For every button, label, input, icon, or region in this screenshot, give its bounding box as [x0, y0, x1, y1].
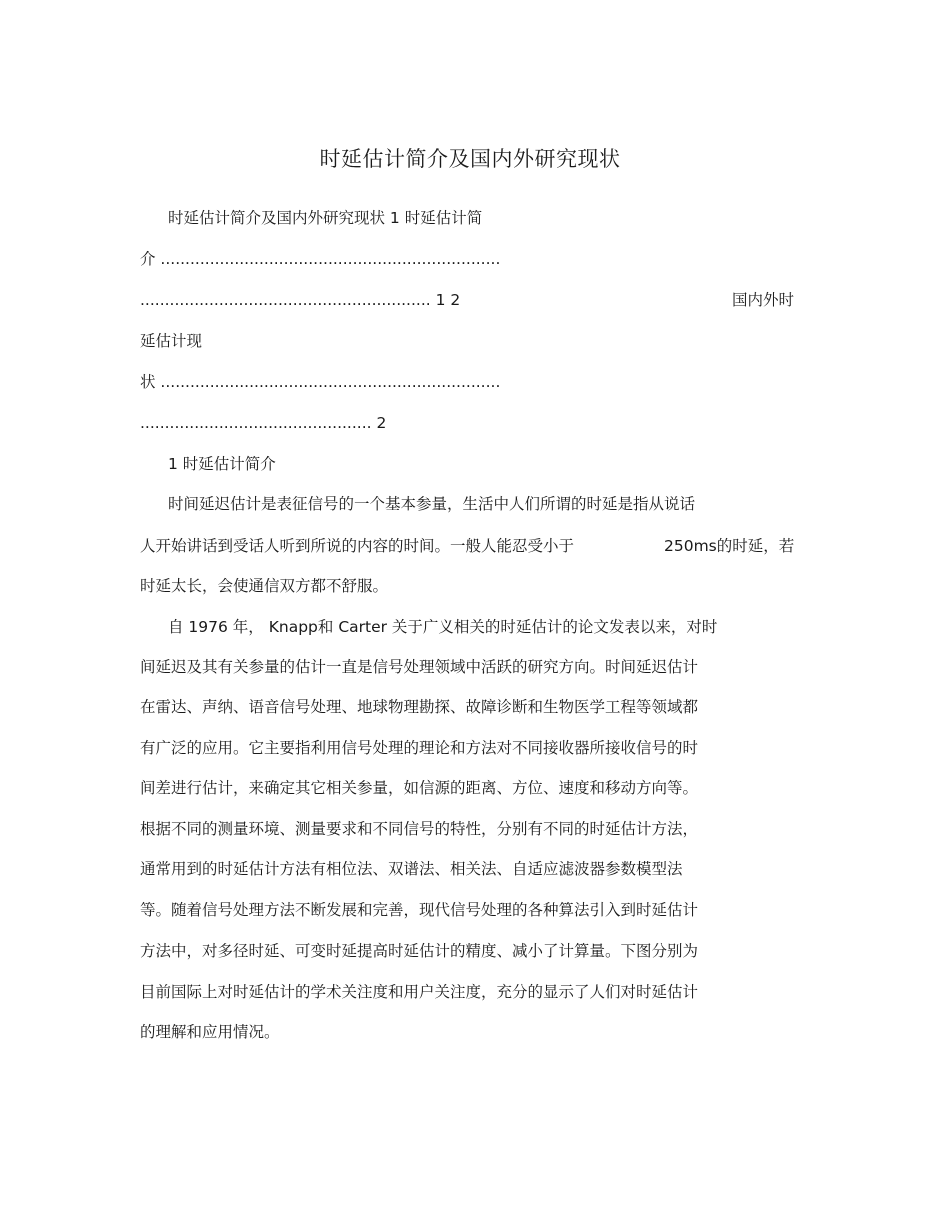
- toc-line-5: 状 .....................................................................: [140, 373, 501, 391]
- paragraph-1-line-3: 时延太长，会使通信双方都不舒服。: [140, 577, 389, 595]
- paragraph-2-line-3: 在雷达、声纳、语音信号处理、地球物理勘探、故障诊断和生物医学工程等领域都: [140, 698, 699, 716]
- paragraph-2-line-11: 的理解和应用情况。: [140, 1023, 280, 1041]
- paragraph-2-line-6: 根据不同的测量环境、测量要求和不同信号的特性，分别有不同的时延估计方法，: [140, 820, 699, 838]
- toc-line-4: 延估计现: [140, 332, 203, 350]
- paragraph-2-line-5: 间差进行估计，来确定其它相关参量，如信源的距离、方位、速度和移动方向等。: [140, 779, 699, 797]
- paragraph-2-line-9: 方法中，对多径时延、可变时延提高时延估计的精度、减小了计算量。下图分别为: [140, 942, 699, 960]
- toc-line-2: 介 .....................................................................: [140, 250, 501, 268]
- paragraph-2-line-4: 有广泛的应用。它主要指利用信号处理的理论和方法对不同接收器所接收信号的时: [140, 739, 699, 757]
- toc-line-3-right: 国内外时: [732, 291, 795, 309]
- paragraph-1-line-1: 时间延迟估计是表征信号的一个基本参量，生活中人们所谓的时延是指从说话: [168, 495, 696, 513]
- toc-line-1: 时延估计简介及国内外研究现状 1 时延估计简: [168, 209, 483, 227]
- paragraph-2-line-2: 间延迟及其有关参量的估计一直是信号处理领域中活跃的研究方向。时间延迟估计: [140, 658, 699, 676]
- toc-line-3: ........................................................... 1 2: [140, 291, 461, 309]
- section-heading: 1 时延估计简介: [168, 455, 276, 473]
- paragraph-1-line-2: 人开始讲话到受话人听到所说的内容的时间。一般人能忍受小于: [140, 537, 575, 555]
- paragraph-2-line-7: 通常用到的时延估计方法有相位法、双谱法、相关法、自适应滤波器参数模型法: [140, 860, 683, 878]
- paragraph-2-line-8: 等。随着信号处理方法不断发展和完善，现代信号处理的各种算法引入到时延估计: [140, 901, 699, 919]
- paragraph-2-line-10: 目前国际上对时延估计的学术关注度和用户关注度，充分的显示了人们对时延估计: [140, 983, 699, 1001]
- paragraph-1-line-2-right: 250ms的时延，若: [664, 537, 795, 555]
- paragraph-2-line-1: 自 1976 年， Knapp和 Carter 关于广义相关的时延估计的论文发表以来，对时: [168, 618, 718, 636]
- toc-line-6: ............................................... 2: [140, 414, 387, 432]
- page-title: 时延估计简介及国内外研究现状: [319, 147, 621, 171]
